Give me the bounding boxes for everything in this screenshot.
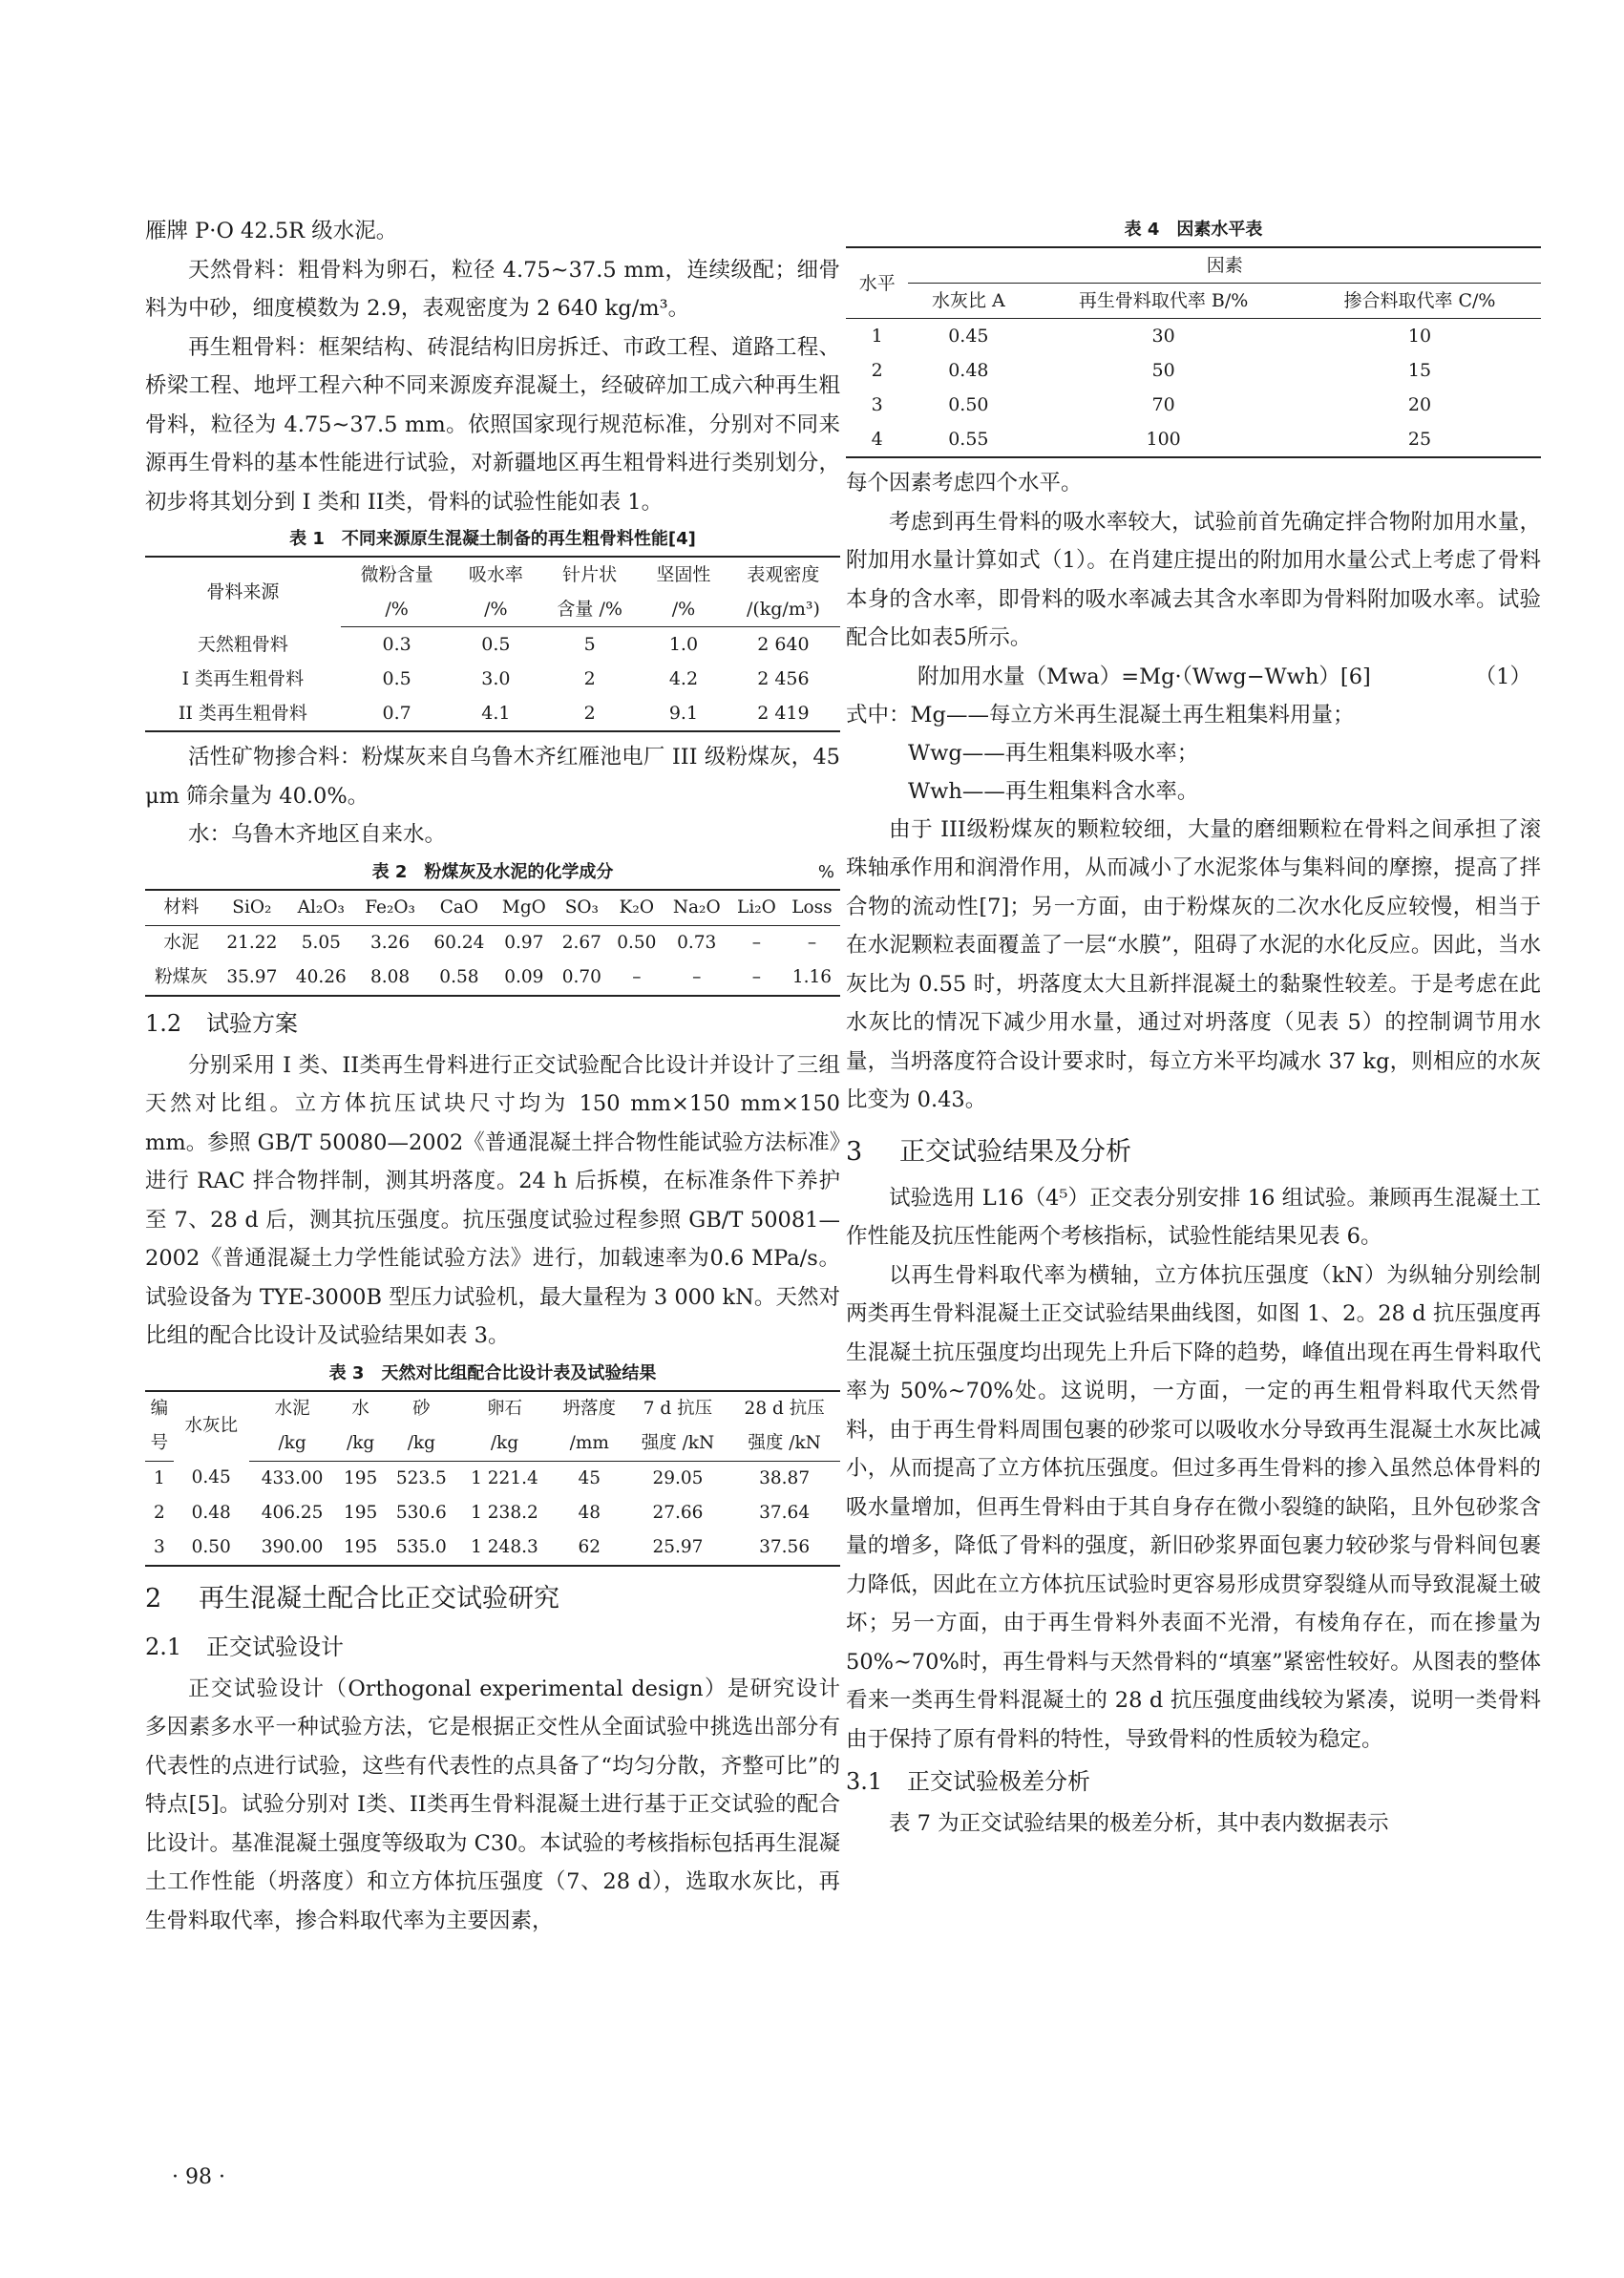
table-header: /kg xyxy=(249,1426,336,1462)
paragraph: 由于 III级粉煤灰的颗粒较细，大量的磨细颗粒在骨料之间承担了滚珠轴承作用和润滑作用，从而减小了水泥浆体与集料间的摩擦，提高了拌合物的流动性[7]；另一方面，由于粉煤灰的二次水化反应较慢，相当于在水泥颗粒表面覆盖了一层“水膜”，阻碍了水泥的水化反应。因此，当水灰比为 0.55 时，坍落度太大且新拌混凝土的黏聚性较差。于是考虑在此水灰比的情况下减少用水量，通过对坍落度（见表 5）的控制调节用水量，当坍落度符合设计要求时，每立方米平均减水 37 kg，则相应的水灰比变为 0.43。 xyxy=(846,816,1541,1112)
table-header: 针片状 xyxy=(562,564,618,585)
table-row xyxy=(145,1530,840,1566)
table-cell: 1 xyxy=(154,1467,165,1488)
table-cell: – xyxy=(632,966,642,987)
table-cell: 2 419 xyxy=(757,703,810,724)
section-title: 正交试验极差分析 xyxy=(907,1768,1090,1795)
table-cell: 535.0 xyxy=(395,1536,447,1557)
paragraph: 正交试验设计（Orthogonal experimental design）是研究设计多因素多水平一种试验方法，它是根据正交性从全面试验中挑选出部分有代表性的点进行试验，这些有代表性的点具备了“均匀分散，齐整可比”的特点[5]。试验分别对 I类、II类再生骨料混凝土进行基于正交试验的配合比设计。基准混凝土强度等级取为 C30。本试验的考核指标包括再生混凝土工作性能（坍落度）和立方体抗压强度（7、28 d），选取水灰比，再生骨料取代率，掺合料取代率为主要因素， xyxy=(145,1676,840,1933)
table-header: SO₃ xyxy=(555,890,609,926)
table-cell: 2 xyxy=(583,668,596,689)
table-cell: 37.64 xyxy=(759,1502,811,1523)
table-cell: 1.16 xyxy=(791,966,833,987)
table-cell: 0.58 xyxy=(439,966,479,987)
section-heading xyxy=(145,1002,840,1044)
table-cell: 天然粗骨料 xyxy=(197,633,288,655)
table-cell: 2 xyxy=(154,1502,165,1523)
table-cell: 433.00 xyxy=(261,1467,324,1488)
table-cell: 10 xyxy=(1407,326,1432,347)
table-header: 吸水率 xyxy=(468,564,523,585)
table-cell: I 类再生粗骨料 xyxy=(181,668,305,689)
table-row xyxy=(846,353,1541,388)
table-header: 7 d 抗压 xyxy=(643,1398,713,1419)
table-cell: 60.24 xyxy=(433,932,485,953)
table-header: /(kg/m³) xyxy=(727,592,840,627)
table-cell: 35.97 xyxy=(226,966,278,987)
subsection-heading xyxy=(145,1626,840,1668)
table-cell: 15 xyxy=(1407,360,1432,381)
table-header: MgO xyxy=(494,890,555,926)
table-cell: 5.05 xyxy=(301,932,341,953)
table-cell: 195 xyxy=(343,1502,378,1523)
table-cell: 25.97 xyxy=(652,1536,704,1557)
table-2-caption xyxy=(145,858,840,887)
legend-line: 式中：Mg——每立方米再生混凝土再生粗集料用量； xyxy=(846,702,1355,728)
section-title: 正交试验结果及分析 xyxy=(899,1136,1131,1167)
table-header: 强度 /kN xyxy=(728,1426,840,1462)
table-cell: 0.50 xyxy=(617,932,657,953)
table-cell: 62 xyxy=(578,1536,601,1557)
table-cell: 3 xyxy=(871,394,883,415)
table-header: 水灰比 A xyxy=(908,284,1028,319)
table-cell: 1 248.3 xyxy=(471,1536,538,1557)
table-cell: 100 xyxy=(1146,429,1181,450)
page-number: · 98 · xyxy=(172,2165,225,2189)
table-header: 坍落度 xyxy=(562,1398,617,1419)
table-row xyxy=(145,960,840,996)
section-number: 2 xyxy=(145,1583,162,1614)
paragraph: 考虑到再生骨料的吸水率较大，试验前首先确定拌合物附加用水量，附加用水量计算如式（1）。在肖建庄提出的附加用水量公式上考虑了骨料本身的含水率，即骨料的吸水率减去其含水率即为骨料附加吸水率。试验配合比如表5所示。 xyxy=(846,509,1541,650)
table-header: Li₂O xyxy=(729,890,784,926)
section-number: 2.1 xyxy=(145,1633,182,1660)
section-heading xyxy=(145,1576,840,1622)
table-header: 坚固性 xyxy=(656,564,711,585)
paragraph: 再生粗骨料：框架结构、砖混结构旧房拆迁、市政工程、道路工程、桥梁工程、地坪工程六种不同来源废弃混凝土，经破碎加工成六种再生粗骨料，粒径为 4.75~37.5 mm。依照国家现行规范标准，分别对不同来源再生骨料的基本性能进行试验，对新疆地区再生粗骨料进行类别划分，初步将其划分到 I 类和 II类，骨料的试验性能如表 1。 xyxy=(145,334,840,515)
table-cell: 水泥 xyxy=(163,932,200,953)
table-header: 因素 xyxy=(908,247,1541,284)
table-cell: 1 238.2 xyxy=(471,1502,538,1523)
table-cell: 530.6 xyxy=(395,1502,447,1523)
table-cell: 0.5 xyxy=(481,634,511,655)
table-cell: 195 xyxy=(343,1536,378,1557)
table-cell: II 类再生粗骨料 xyxy=(178,703,307,724)
paragraph: 天然骨料：粗骨料为卵石，粒径 4.75~37.5 mm，连续级配；细骨料为中砂，细度模数为 2.9，表观密度为 2 640 kg/m³。 xyxy=(145,257,840,321)
table-cell: 粉煤灰 xyxy=(155,966,208,987)
table-cell: 9.1 xyxy=(668,703,699,724)
table-cell: 0.48 xyxy=(948,360,989,381)
table-2 xyxy=(145,889,840,997)
paragraph: 试验选用 L16（4⁵）正交表分别安排 16 组试验。兼顾再生混凝土工作性能及抗压性能两个考核指标，试验性能结果见表 6。 xyxy=(846,1185,1541,1249)
table-cell: 8.08 xyxy=(369,966,411,987)
table-header: 掺合料取代率 C/% xyxy=(1298,284,1541,319)
table-cell: 0.55 xyxy=(948,429,989,450)
table-header: /kg xyxy=(457,1426,552,1462)
table-cell: 20 xyxy=(1407,394,1432,415)
paragraph: 分别采用 I 类、II类再生骨料进行正交试验配合比设计并设计了三组天然对比组。立方体抗压试块尺寸均为 150 mm×150 mm×150 mm。参照 GB/T 50080—2002《普通混凝土拌合物性能试验方法标准》进行 RAC 拌合物拌制，测其坍落度。24 h 后拆模，在标准条件下养护至 7、28 d 后，测其抗压强度。抗压强度试验过程参照 GB/T 50081—2002《普通混凝土力学性能试验方法》进行，加载速率为0.6 MPa/s。试验设备为 TYE-3000B 型压力试验机，最大量程为 3 000 kN。天然对比组的配合比设计及试验结果如表 3。 xyxy=(145,1052,840,1348)
table-cell: 0.50 xyxy=(191,1536,231,1557)
table-header: CaO xyxy=(425,890,494,926)
table-header: 水灰比 xyxy=(184,1415,238,1436)
table-cell: 70 xyxy=(1151,394,1175,415)
table-cell: 2 xyxy=(871,360,883,381)
table-row xyxy=(846,388,1541,422)
table-header: 再生骨料取代率 B/% xyxy=(1028,284,1298,319)
table-cell: 3 xyxy=(154,1536,165,1557)
legend-line: Wwh——再生粗集料含水率。 xyxy=(908,778,1199,804)
section-number: 3.1 xyxy=(846,1768,883,1795)
table-row xyxy=(846,319,1541,354)
table-cell: 3.0 xyxy=(481,668,511,689)
table-cell: 0.73 xyxy=(677,932,717,953)
table-cell: 3.26 xyxy=(369,932,411,953)
table-3 xyxy=(145,1390,840,1567)
table-row xyxy=(145,627,840,663)
table-header: SiO₂ xyxy=(218,890,286,926)
table-header: 表观密度 xyxy=(747,564,820,585)
table-header: /mm xyxy=(552,1426,627,1462)
table-cell: 4.1 xyxy=(481,703,511,724)
table-cell: – xyxy=(692,966,702,987)
table-header: 号 xyxy=(145,1426,174,1462)
section-number: 1.2 xyxy=(145,1009,182,1037)
section-title: 试验方案 xyxy=(206,1009,298,1037)
table-cell: 1 xyxy=(871,326,883,347)
table-row xyxy=(846,422,1541,457)
table-cell: 40.26 xyxy=(295,966,347,987)
table-2-title: 表 2 粉煤灰及水泥的化学成分 xyxy=(371,861,614,882)
table-header: 强度 /kN xyxy=(627,1426,729,1462)
table-row xyxy=(145,1496,840,1530)
table-cell: 0.48 xyxy=(191,1502,231,1523)
table-header: Fe₂O₃ xyxy=(356,890,425,926)
legend-line: Wwg——再生粗集料吸水率； xyxy=(908,740,1199,766)
table-cell: 390.00 xyxy=(261,1536,324,1557)
table-cell: 0.70 xyxy=(561,966,601,987)
table-cell: 4 xyxy=(871,429,883,450)
table-cell: 21.22 xyxy=(226,932,278,953)
table-4-caption: 表 4 因素水平表 xyxy=(1124,220,1263,240)
table-1-caption: 表 1 不同来源原生混凝土制备的再生粗骨料性能[4] xyxy=(289,529,696,549)
table-cell: – xyxy=(751,932,762,953)
equation-1 xyxy=(846,658,1541,696)
section-title: 再生混凝土配合比正交试验研究 xyxy=(199,1583,559,1614)
paragraph: 表 7 为正交试验结果的极差分析，其中表内数据表示 xyxy=(889,1811,1389,1836)
right-column xyxy=(846,212,1541,1844)
table-cell: 37.56 xyxy=(759,1536,811,1557)
table-header: 水泥 xyxy=(274,1398,310,1419)
table-3-caption: 表 3 天然对比组配合比设计表及试验结果 xyxy=(328,1362,657,1383)
table-cell: 2 456 xyxy=(757,668,810,689)
table-cell: – xyxy=(751,966,762,987)
table-cell: 29.05 xyxy=(652,1467,704,1488)
paragraph: 活性矿物掺合料：粉煤灰来自乌鲁木齐红雁池电厂 III 级粉煤灰，45 μm 筛余量为 40.0%。 xyxy=(145,745,840,809)
table-4 xyxy=(846,246,1541,458)
table-header: /% xyxy=(641,592,727,627)
table-header: Na₂O xyxy=(664,890,729,926)
table-header: 微粉含量 xyxy=(360,564,433,585)
table-header: Al₂O₃ xyxy=(286,890,355,926)
table-header: /% xyxy=(341,592,453,627)
table-header: 28 d 抗压 xyxy=(744,1398,825,1419)
table-cell: 0.45 xyxy=(948,326,989,347)
table-cell: 4.2 xyxy=(668,668,699,689)
table-cell: 0.50 xyxy=(948,394,989,415)
table-header: 骨料来源 xyxy=(206,581,280,603)
table-row xyxy=(145,662,840,696)
table-cell: 0.45 xyxy=(191,1467,231,1488)
table-cell: 523.5 xyxy=(395,1467,447,1488)
table-row xyxy=(145,696,840,731)
table-cell: 45 xyxy=(578,1467,601,1488)
left-column xyxy=(145,212,840,1940)
table-cell: 0.09 xyxy=(504,966,544,987)
section-heading xyxy=(846,1129,1541,1175)
table-header: /kg xyxy=(386,1426,457,1462)
paragraph: 每个因素考虑四个水平。 xyxy=(846,471,1083,496)
table-header: 编 xyxy=(150,1398,169,1419)
table-header: 材料 xyxy=(145,890,218,926)
table-cell: 50 xyxy=(1151,360,1175,381)
table-row xyxy=(145,1461,840,1496)
table-cell: 25 xyxy=(1407,429,1432,450)
table-header: Loss xyxy=(784,890,840,926)
table-cell: – xyxy=(807,932,817,953)
table-header: K₂O xyxy=(609,890,664,926)
table-cell: 0.3 xyxy=(382,634,411,655)
table-cell: 1.0 xyxy=(668,634,699,655)
paragraph: 雁牌 P·O 42.5R 级水泥。 xyxy=(145,219,398,243)
table-header: /% xyxy=(453,592,538,627)
table-cell: 0.97 xyxy=(504,932,544,953)
subsection-heading xyxy=(846,1761,1541,1803)
table-cell: 406.25 xyxy=(261,1502,324,1523)
table-cell: 2 xyxy=(583,703,596,724)
section-number: 3 xyxy=(846,1136,863,1167)
table-2-unit: % xyxy=(817,861,834,882)
table-cell: 30 xyxy=(1151,326,1175,347)
table-cell: 27.66 xyxy=(652,1502,704,1523)
equation-number: （1） xyxy=(1474,664,1531,689)
paragraph: 水：乌鲁木齐地区自来水。 xyxy=(188,822,447,847)
table-cell: 38.87 xyxy=(759,1467,811,1488)
table-header: 水 xyxy=(351,1398,369,1419)
table-cell: 48 xyxy=(578,1502,601,1523)
table-row xyxy=(145,925,840,960)
table-cell: 2 640 xyxy=(757,634,810,655)
equation-legend xyxy=(846,696,1541,811)
table-cell: 2.67 xyxy=(561,932,601,953)
equation-body: 附加用水量（Mwa）=Mg·（Wwg−Wwh）[6] xyxy=(917,664,1371,689)
section-title: 正交试验设计 xyxy=(206,1633,344,1660)
table-header: 含量 /% xyxy=(538,592,641,627)
table-cell: 1 221.4 xyxy=(471,1467,538,1488)
paragraph: 以再生骨料取代率为横轴，立方体抗压强度（kN）为纵轴分别绘制两类再生骨料混凝土正交试验结果曲线图，如图 1、2。28 d 抗压强度再生混凝土抗压强度均出现先上升后下降的趋势，峰值出现在再生骨料取代率为 50%~70%处。这说明，一方面，一定的再生粗骨料取代天然骨料，由于再生骨料周围包裹的砂浆可以吸收水分导致再生混凝土水灰比减小，从而提高了立方体抗压强度。但过多再生骨料的掺入虽然总体骨料的吸水量增加，但再生骨料由于其自身存在微小裂缝的缺陷，且外包砂浆含量的增多，降低了骨料的强度，新旧砂浆界面包裹力较砂浆与骨料间包裹力降低，因此在立方体抗压试验时更容易形成贯穿裂缝从而导致混凝土破坏；另一方面，由于再生骨料外表面不光滑，有棱角存在，而在掺量为 50%~70%时，再生骨料与天然骨料的“填塞”紧密性较好。从图表的整体看来一类再生骨料混凝土的 28 d 抗压强度曲线较为紧凑，说明一类骨料由于保持了原有骨料的特性，导致骨料的性质较为稳定。 xyxy=(846,1262,1541,1752)
table-cell: 0.5 xyxy=(382,668,411,689)
table-header: 卵石 xyxy=(486,1398,522,1419)
table-cell: 0.7 xyxy=(382,703,411,724)
table-cell: 195 xyxy=(343,1467,378,1488)
table-1 xyxy=(145,556,840,732)
table-header: 砂 xyxy=(412,1398,431,1419)
table-header: /kg xyxy=(336,1426,386,1462)
table-cell: 5 xyxy=(583,634,596,655)
table-header: 水平 xyxy=(846,247,908,319)
